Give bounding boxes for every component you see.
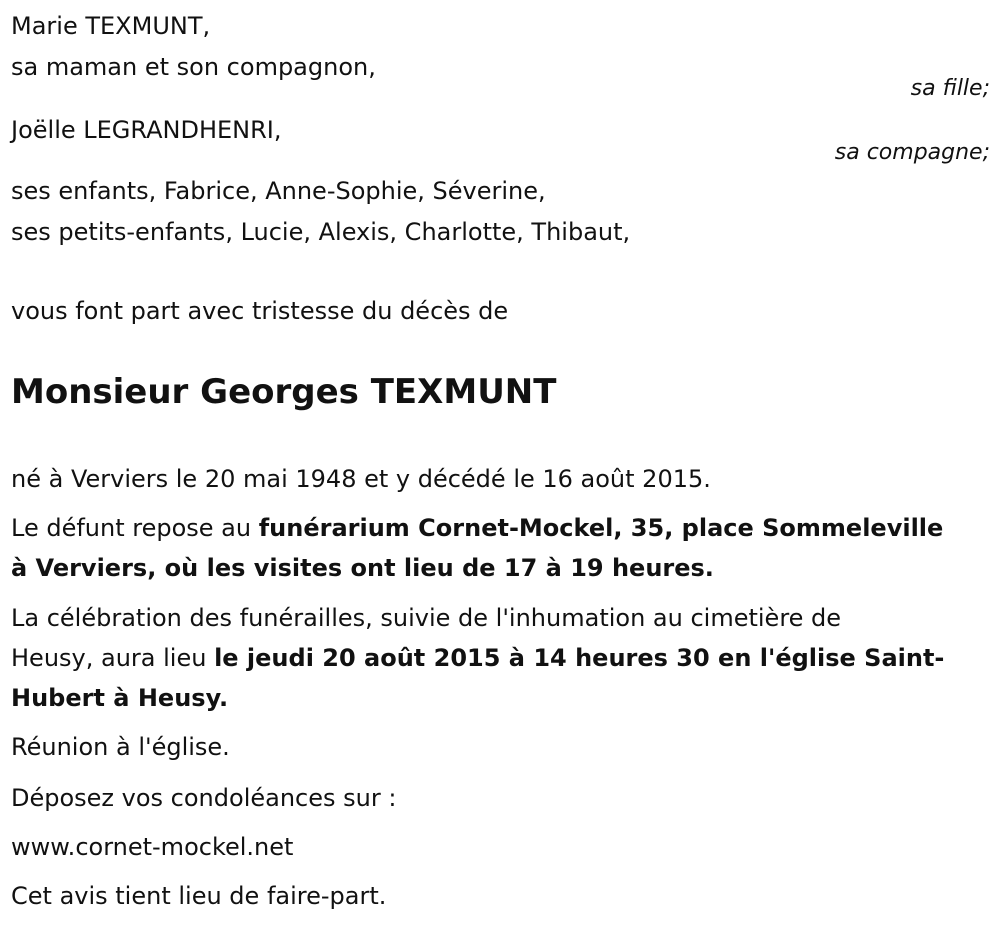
family-line-enfants: ses enfants, Fabrice, Anne-Sophie, Séverine, [11,177,546,205]
repose-prefix: Le défunt repose au [11,514,259,542]
ceremony-line3: Hubert à Heusy. [11,684,229,712]
ceremony-line2 [11,638,944,678]
family-line-maman: sa maman et son compagnon, [11,53,376,81]
family-line-marie: Marie TEXMUNT, [11,12,211,40]
website-link[interactable]: www.cornet-mockel.net [11,833,294,861]
role-sa-fille: sa fille; [910,76,990,101]
ceremony-date: le jeudi 20 août 2015 à 14 heures 30 en l'église Saint- [214,644,945,672]
role-sa-compagne: sa compagne; [834,140,990,165]
repose-line1 [11,508,943,548]
meeting-text: Réunion à l'église. [11,733,230,761]
repose-line2: à Verviers, où les visites ont lieu de 17 à 19 heures. [11,554,714,582]
family-line-petits-enfants: ses petits-enfants, Lucie, Alexis, Charlotte, Thibaut, [11,218,631,246]
ceremony-line1: La célébration des funérailles, suivie de l'inhumation au cimetière de [11,604,842,632]
announcement-text: vous font part avec tristesse du décès de [11,297,509,325]
family-line-joelle: Joëlle LEGRANDHENRI, [11,116,282,144]
website-line [11,827,293,867]
repose-location: funérarium Cornet-Mockel, 35, place Sommeleville [258,514,944,542]
deceased-name: Monsieur Georges TEXMUNT [11,372,557,412]
ceremony-prefix: Heusy, aura lieu [11,644,215,672]
closing-text: Cet avis tient lieu de faire-part. [11,882,387,910]
birth-death-text: né à Verviers le 20 mai 1948 et y décédé le 16 août 2015. [11,465,711,493]
condolences-label: Déposez vos condoléances sur : [11,784,397,812]
